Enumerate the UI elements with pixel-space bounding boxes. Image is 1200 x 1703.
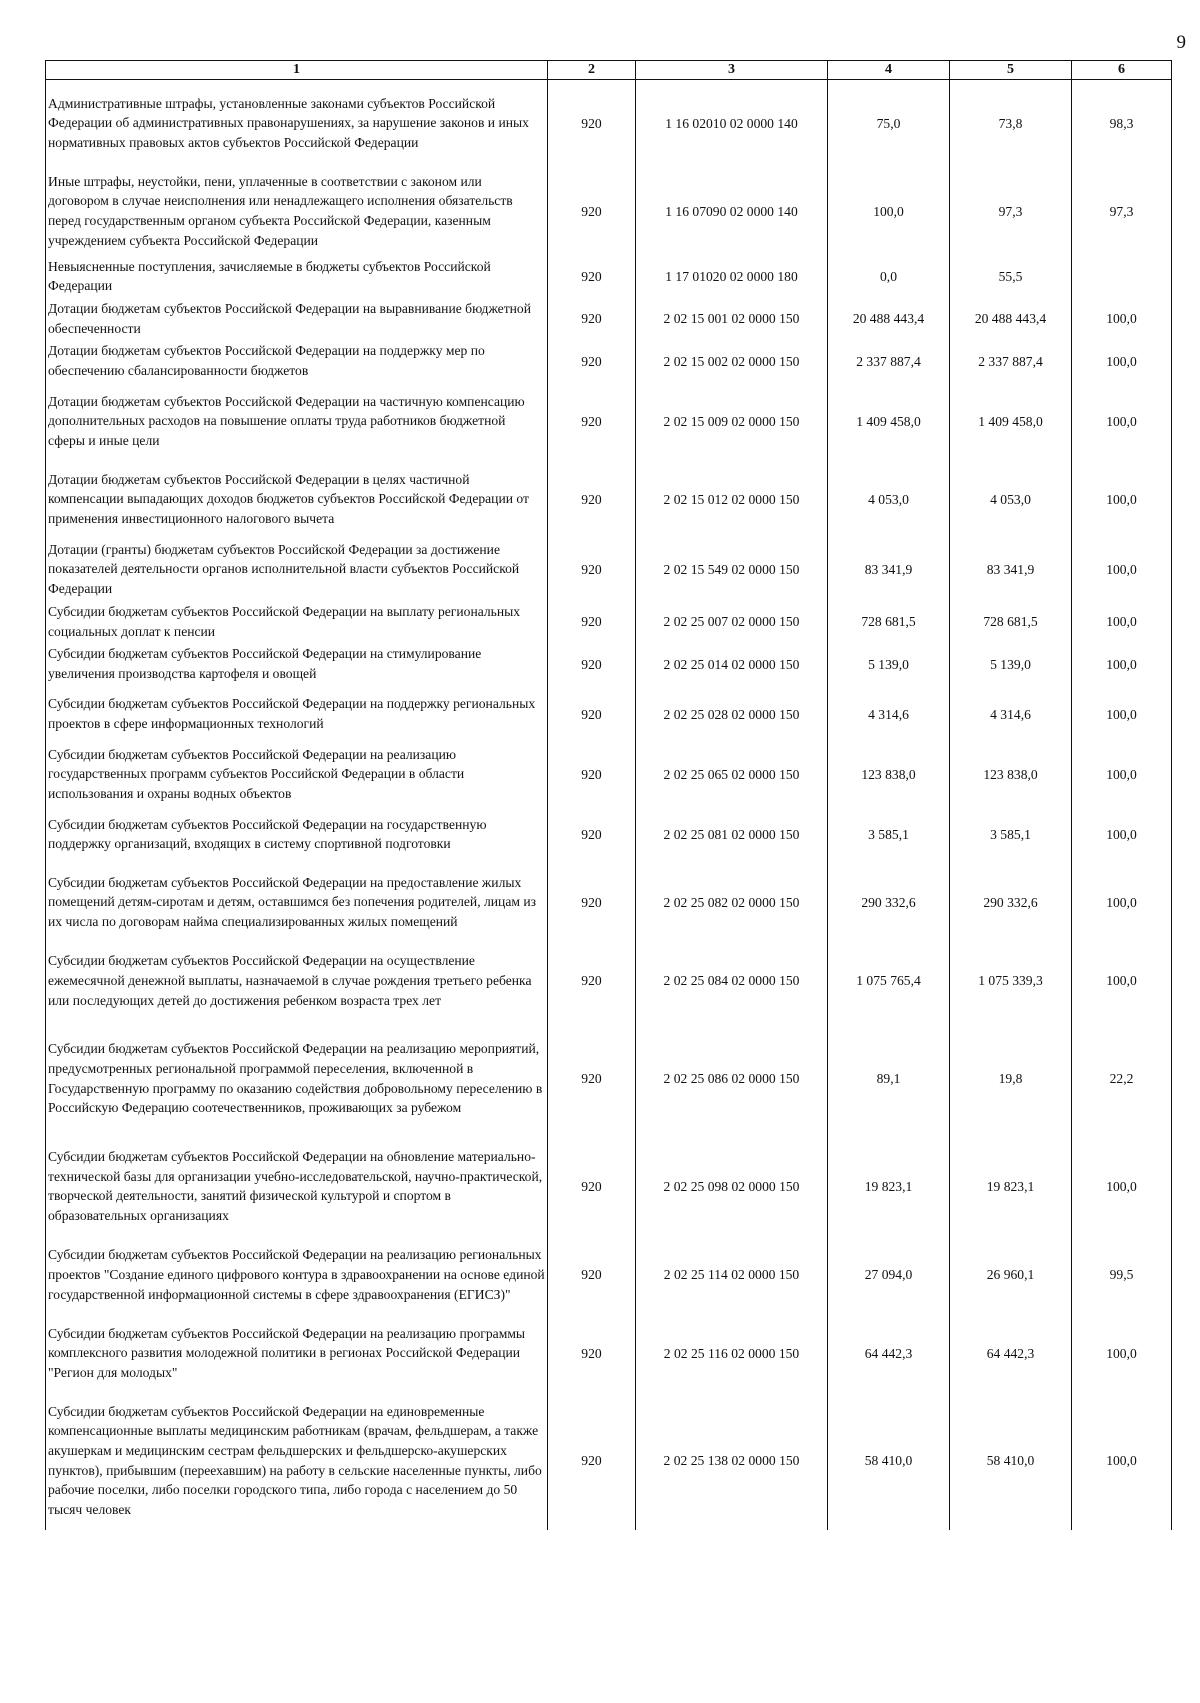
table-row (46, 1021, 1172, 1138)
row-budget-code: 2 02 25 114 02 0000 150 (636, 1236, 828, 1315)
table-row (46, 539, 1172, 601)
revenue-table (45, 60, 1172, 1530)
row-percent: 100,0 (1072, 643, 1172, 685)
row-admin-code: 920 (548, 383, 636, 461)
row-actual-amount: 4 314,6 (950, 686, 1072, 744)
row-budget-code: 2 02 25 138 02 0000 150 (636, 1393, 828, 1530)
row-name: Дотации бюджетам субъектов Российской Федерации в целях частичной компенсации выпадающих доходов бюджетов субъектов Российской Федерации от применения инвестиционного налогового вычета (46, 461, 548, 539)
row-actual-amount: 728 681,5 (950, 601, 1072, 643)
row-name: Субсидии бюджетам субъектов Российской Федерации на предоставление жилых помещений детям-сиротам и детям, оставшимся без попечения родителей, лицам из их числа по договорам найма специализированных жилых помещений (46, 864, 548, 942)
table-row (46, 942, 1172, 1021)
row-percent: 100,0 (1072, 942, 1172, 1021)
row-admin-code: 920 (548, 1393, 636, 1530)
row-budget-code: 2 02 25 082 02 0000 150 (636, 864, 828, 942)
row-budget-code: 2 02 25 007 02 0000 150 (636, 601, 828, 643)
row-name: Субсидии бюджетам субъектов Российской Федерации на поддержку региональных проектов в сфере информационных технологий (46, 686, 548, 744)
row-planned-amount: 4 314,6 (828, 686, 950, 744)
row-budget-code: 2 02 25 098 02 0000 150 (636, 1138, 828, 1236)
header-col-6: 6 (1072, 61, 1172, 80)
row-admin-code: 920 (548, 539, 636, 601)
row-admin-code: 920 (548, 298, 636, 340)
row-planned-amount: 89,1 (828, 1021, 950, 1138)
row-planned-amount: 83 341,9 (828, 539, 950, 601)
row-name: Субсидии бюджетам субъектов Российской Федерации на стимулирование увеличения производства картофеля и овощей (46, 643, 548, 685)
row-admin-code: 920 (548, 1138, 636, 1236)
row-admin-code: 920 (548, 864, 636, 942)
header-row (46, 61, 1172, 80)
row-percent: 100,0 (1072, 1393, 1172, 1530)
row-actual-amount: 290 332,6 (950, 864, 1072, 942)
row-admin-code: 920 (548, 686, 636, 744)
table-row (46, 1315, 1172, 1393)
row-percent: 100,0 (1072, 539, 1172, 601)
row-name: Субсидии бюджетам субъектов Российской Федерации на реализацию программы комплексного развития молодежной политики в регионах Российской Федерации "Регион для молодых" (46, 1315, 548, 1393)
row-admin-code: 920 (548, 168, 636, 256)
row-name: Дотации бюджетам субъектов Российской Федерации на выравнивание бюджетной обеспеченности (46, 298, 548, 340)
header-col-2: 2 (548, 61, 636, 80)
row-actual-amount: 19,8 (950, 1021, 1072, 1138)
row-budget-code: 2 02 25 116 02 0000 150 (636, 1315, 828, 1393)
row-name: Субсидии бюджетам субъектов Российской Федерации на обновление материально-технической базы для организации учебно-исследовательской, научно-практической, творческой деятельности, занятий физической культурой и спортом в образовательных организациях (46, 1138, 548, 1236)
table-row (46, 168, 1172, 256)
table-row (46, 298, 1172, 340)
row-percent: 97,3 (1072, 168, 1172, 256)
row-actual-amount: 2 337 887,4 (950, 340, 1072, 382)
row-admin-code: 920 (548, 1021, 636, 1138)
row-percent: 22,2 (1072, 1021, 1172, 1138)
table-row (46, 806, 1172, 864)
header-col-5: 5 (950, 61, 1072, 80)
row-actual-amount: 3 585,1 (950, 806, 1072, 864)
table-row (46, 686, 1172, 744)
row-admin-code: 920 (548, 1315, 636, 1393)
row-actual-amount: 73,8 (950, 80, 1072, 168)
row-planned-amount: 100,0 (828, 168, 950, 256)
row-planned-amount: 3 585,1 (828, 806, 950, 864)
row-percent: 100,0 (1072, 340, 1172, 382)
row-budget-code: 2 02 15 002 02 0000 150 (636, 340, 828, 382)
row-actual-amount: 5 139,0 (950, 643, 1072, 685)
row-percent: 98,3 (1072, 80, 1172, 168)
row-percent: 100,0 (1072, 383, 1172, 461)
row-percent: 100,0 (1072, 1315, 1172, 1393)
row-budget-code: 2 02 25 081 02 0000 150 (636, 806, 828, 864)
row-planned-amount: 75,0 (828, 80, 950, 168)
row-name: Субсидии бюджетам субъектов Российской Федерации на реализацию региональных проектов "Создание единого цифрового контура в здравоохранении на основе единой государственной информационной системы в сфере здравоохранения (ЕГИСЗ)" (46, 1236, 548, 1315)
row-budget-code: 1 16 07090 02 0000 140 (636, 168, 828, 256)
row-name: Субсидии бюджетам субъектов Российской Федерации на выплату региональных социальных доплат к пенсии (46, 601, 548, 643)
row-actual-amount: 4 053,0 (950, 461, 1072, 539)
row-percent: 100,0 (1072, 686, 1172, 744)
row-planned-amount: 5 139,0 (828, 643, 950, 685)
row-budget-code: 2 02 25 014 02 0000 150 (636, 643, 828, 685)
row-planned-amount: 58 410,0 (828, 1393, 950, 1530)
row-name: Дотации бюджетам субъектов Российской Федерации на частичную компенсацию дополнительных расходов на повышение оплаты труда работников бюджетной сферы и иные цели (46, 383, 548, 461)
row-planned-amount: 290 332,6 (828, 864, 950, 942)
row-planned-amount: 27 094,0 (828, 1236, 950, 1315)
row-planned-amount: 123 838,0 (828, 744, 950, 806)
table-row (46, 1236, 1172, 1315)
row-name: Административные штрафы, установленные законами субъектов Российской Федерации об административных правонарушениях, за нарушение законов и иных нормативных правовых актов субъектов Российской Федерации (46, 80, 548, 168)
row-percent: 100,0 (1072, 1138, 1172, 1236)
row-budget-code: 1 16 02010 02 0000 140 (636, 80, 828, 168)
row-actual-amount: 20 488 443,4 (950, 298, 1072, 340)
row-planned-amount: 1 075 765,4 (828, 942, 950, 1021)
header-col-1: 1 (46, 61, 548, 80)
row-planned-amount: 2 337 887,4 (828, 340, 950, 382)
row-planned-amount: 1 409 458,0 (828, 383, 950, 461)
table-body (46, 80, 1172, 1530)
row-admin-code: 920 (548, 80, 636, 168)
row-admin-code: 920 (548, 601, 636, 643)
row-actual-amount: 64 442,3 (950, 1315, 1072, 1393)
row-admin-code: 920 (548, 461, 636, 539)
row-admin-code: 920 (548, 1236, 636, 1315)
table-row (46, 340, 1172, 382)
row-name: Дотации (гранты) бюджетам субъектов Российской Федерации за достижение показателей деятельности органов исполнительной власти субъектов Российской Федерации (46, 539, 548, 601)
row-budget-code: 2 02 25 084 02 0000 150 (636, 942, 828, 1021)
row-budget-code: 2 02 25 028 02 0000 150 (636, 686, 828, 744)
row-name: Субсидии бюджетам субъектов Российской Федерации на реализацию государственных программ субъектов Российской Федерации в области использования и охраны водных объектов (46, 744, 548, 806)
row-actual-amount: 123 838,0 (950, 744, 1072, 806)
table-row (46, 256, 1172, 298)
page-number: 9 (1176, 32, 1186, 53)
table-row (46, 80, 1172, 168)
table-row (46, 864, 1172, 942)
row-actual-amount: 1 409 458,0 (950, 383, 1072, 461)
table-row (46, 601, 1172, 643)
row-name: Субсидии бюджетам субъектов Российской Федерации на государственную поддержку организаций, входящих в систему спортивной подготовки (46, 806, 548, 864)
row-budget-code: 2 02 15 012 02 0000 150 (636, 461, 828, 539)
row-actual-amount: 83 341,9 (950, 539, 1072, 601)
row-planned-amount: 728 681,5 (828, 601, 950, 643)
table-row (46, 383, 1172, 461)
row-percent: 100,0 (1072, 461, 1172, 539)
row-percent: 100,0 (1072, 744, 1172, 806)
row-budget-code: 2 02 25 065 02 0000 150 (636, 744, 828, 806)
row-planned-amount: 19 823,1 (828, 1138, 950, 1236)
row-actual-amount: 58 410,0 (950, 1393, 1072, 1530)
row-planned-amount: 0,0 (828, 256, 950, 298)
table-row (46, 461, 1172, 539)
row-name: Иные штрафы, неустойки, пени, уплаченные в соответствии с законом или договором в случае неисполнения или ненадлежащего исполнения обязательств перед государственным органом субъекта Российской Федерации, казенным учреждением субъекта Российской Федерации (46, 168, 548, 256)
header-col-3: 3 (636, 61, 828, 80)
row-name: Субсидии бюджетам субъектов Российской Федерации на реализацию мероприятий, предусмотренных региональной программой переселения, включенной в Государственную программу по оказанию содействия добровольному переселению в Российскую Федерацию соотечественников, проживающих за рубежом (46, 1021, 548, 1138)
table-row (46, 1138, 1172, 1236)
row-budget-code: 2 02 15 549 02 0000 150 (636, 539, 828, 601)
row-actual-amount: 19 823,1 (950, 1138, 1072, 1236)
header-col-4: 4 (828, 61, 950, 80)
row-name: Дотации бюджетам субъектов Российской Федерации на поддержку мер по обеспечению сбалансированности бюджетов (46, 340, 548, 382)
row-admin-code: 920 (548, 744, 636, 806)
row-actual-amount: 1 075 339,3 (950, 942, 1072, 1021)
row-budget-code: 2 02 15 009 02 0000 150 (636, 383, 828, 461)
row-budget-code: 2 02 25 086 02 0000 150 (636, 1021, 828, 1138)
row-percent: 100,0 (1072, 864, 1172, 942)
row-planned-amount: 4 053,0 (828, 461, 950, 539)
row-name: Субсидии бюджетам субъектов Российской Федерации на осуществление ежемесячной денежной выплаты, назначаемой в случае рождения третьего ребенка или последующих детей до достижения ребенком возраста трех лет (46, 942, 548, 1021)
row-admin-code: 920 (548, 340, 636, 382)
row-budget-code: 2 02 15 001 02 0000 150 (636, 298, 828, 340)
row-percent: 100,0 (1072, 298, 1172, 340)
row-planned-amount: 64 442,3 (828, 1315, 950, 1393)
row-admin-code: 920 (548, 643, 636, 685)
table-row (46, 744, 1172, 806)
table-row (46, 1393, 1172, 1530)
row-percent: 100,0 (1072, 806, 1172, 864)
row-name: Невыясненные поступления, зачисляемые в бюджеты субъектов Российской Федерации (46, 256, 548, 298)
row-budget-code: 1 17 01020 02 0000 180 (636, 256, 828, 298)
table-row (46, 643, 1172, 685)
row-actual-amount: 55,5 (950, 256, 1072, 298)
row-actual-amount: 97,3 (950, 168, 1072, 256)
row-name: Субсидии бюджетам субъектов Российской Федерации на единовременные компенсационные выплаты медицинским работникам (врачам, фельдшерам, а также акушеркам и медицинским сестрам фельдшерских и фельдшерско-акушерских пунктов), прибывшим (переехавшим) на работу в сельские населенные пункты, либо рабочие поселки, либо поселки городского типа, либо города с населением до 50 тысяч человек (46, 1393, 548, 1530)
row-percent: 100,0 (1072, 601, 1172, 643)
row-admin-code: 920 (548, 806, 636, 864)
row-actual-amount: 26 960,1 (950, 1236, 1072, 1315)
row-admin-code: 920 (548, 942, 636, 1021)
row-planned-amount: 20 488 443,4 (828, 298, 950, 340)
row-percent (1072, 256, 1172, 298)
row-percent: 99,5 (1072, 1236, 1172, 1315)
row-admin-code: 920 (548, 256, 636, 298)
